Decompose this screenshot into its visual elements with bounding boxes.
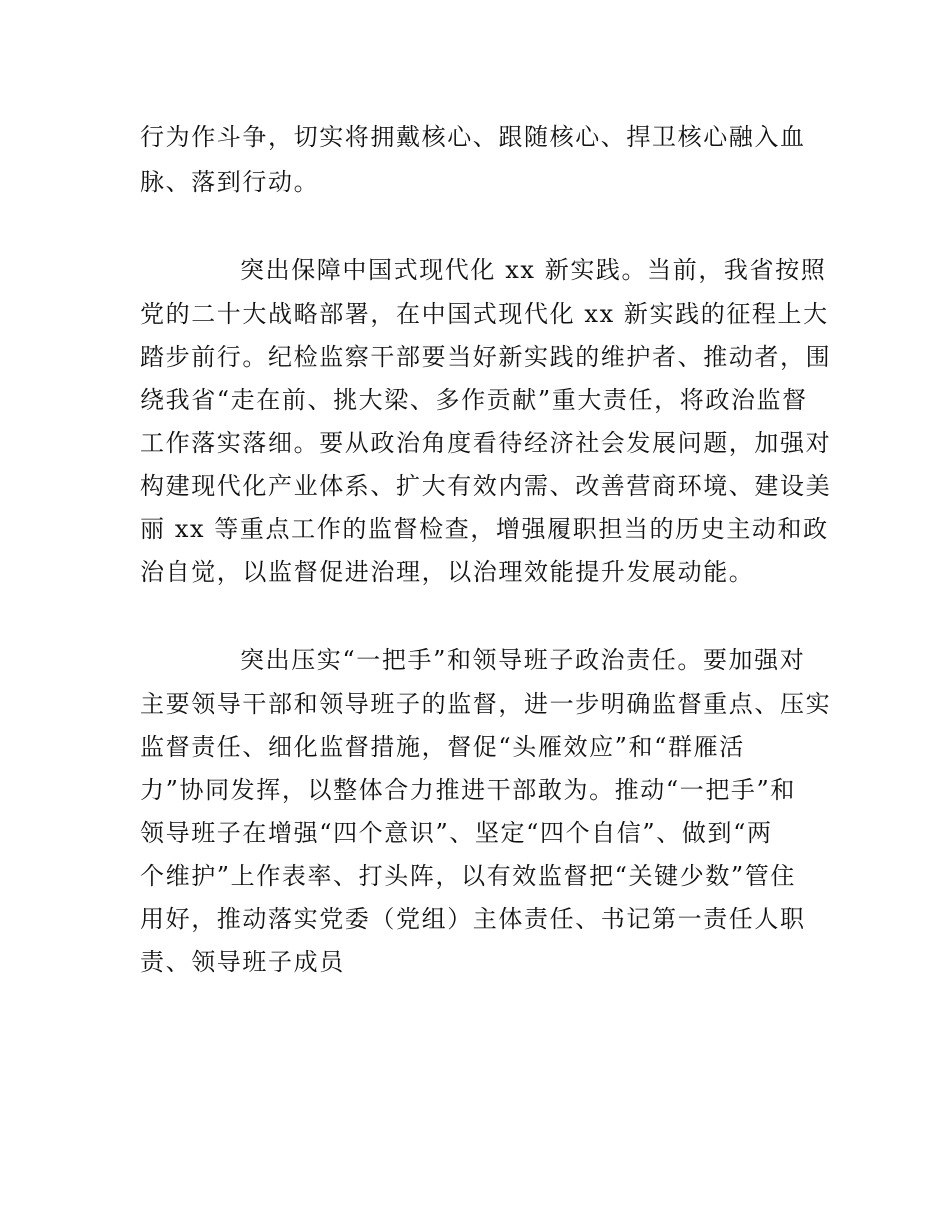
paragraph-2-line-2: 党的二十大战略部署，在中国式现代化 xx 新实践的征程上大 (140, 300, 829, 328)
paragraph-2-line-8: 治自觉，以监督促进治理，以治理效能提升发展动能。 (140, 558, 755, 586)
paragraph-2-line-7: 丽 xx 等重点工作的监督检查，增强履职担当的历史主动和政 (140, 515, 829, 543)
paragraph-1-line-2: 脉、落到行动。 (140, 168, 320, 196)
paragraph-3-line-5: 领导班子在增强“四个意识”、坚定“四个自信”、做到“两 (140, 819, 773, 847)
paragraph-2-line-5: 工作落实落细。要从政治角度看待经济社会发展问题，加强对 (140, 429, 832, 457)
paragraph-2-line-6: 构建现代化产业体系、扩大有效内需、改善营商环境、建设美 (140, 472, 832, 500)
paragraph-3-line-4: 力”协同发挥，以整体合力推进干部敢为。推动“一把手”和 (140, 776, 797, 804)
paragraph-3-line-8: 责、领导班子成员 (140, 948, 345, 976)
paragraph-3-line-2: 主要领导干部和领导班子的监督，进一步明确监督重点、压实 (140, 690, 832, 718)
paragraph-3-line-7: 用好，推动落实党委（党组）主体责任、书记第一责任人职 (140, 905, 806, 933)
paragraph-3-line-1: 突出压实“一把手”和领导班子政治责任。要加强对 (240, 646, 806, 674)
paragraph-3-line-3: 监督责任、细化监督措施，督促“头雁效应”和“群雁活 (140, 733, 745, 761)
paragraph-3-line-6: 个维护”上作表率、打头阵，以有效监督把“关键少数”管住 (140, 862, 797, 890)
paragraph-2-line-1: 突出保障中国式现代化 xx 新实践。当前，我省按照 (240, 256, 827, 284)
paragraph-1-line-1: 行为作斗争，切实将拥戴核心、跟随核心、捍卫核心融入血 (140, 123, 806, 151)
paragraph-2-line-3: 踏步前行。纪检监察干部要当好新实践的维护者、推动者，围 (140, 343, 832, 371)
paragraph-2-line-4: 绕我省“走在前、挑大梁、多作贡献”重大责任，将政治监督 (140, 386, 808, 414)
